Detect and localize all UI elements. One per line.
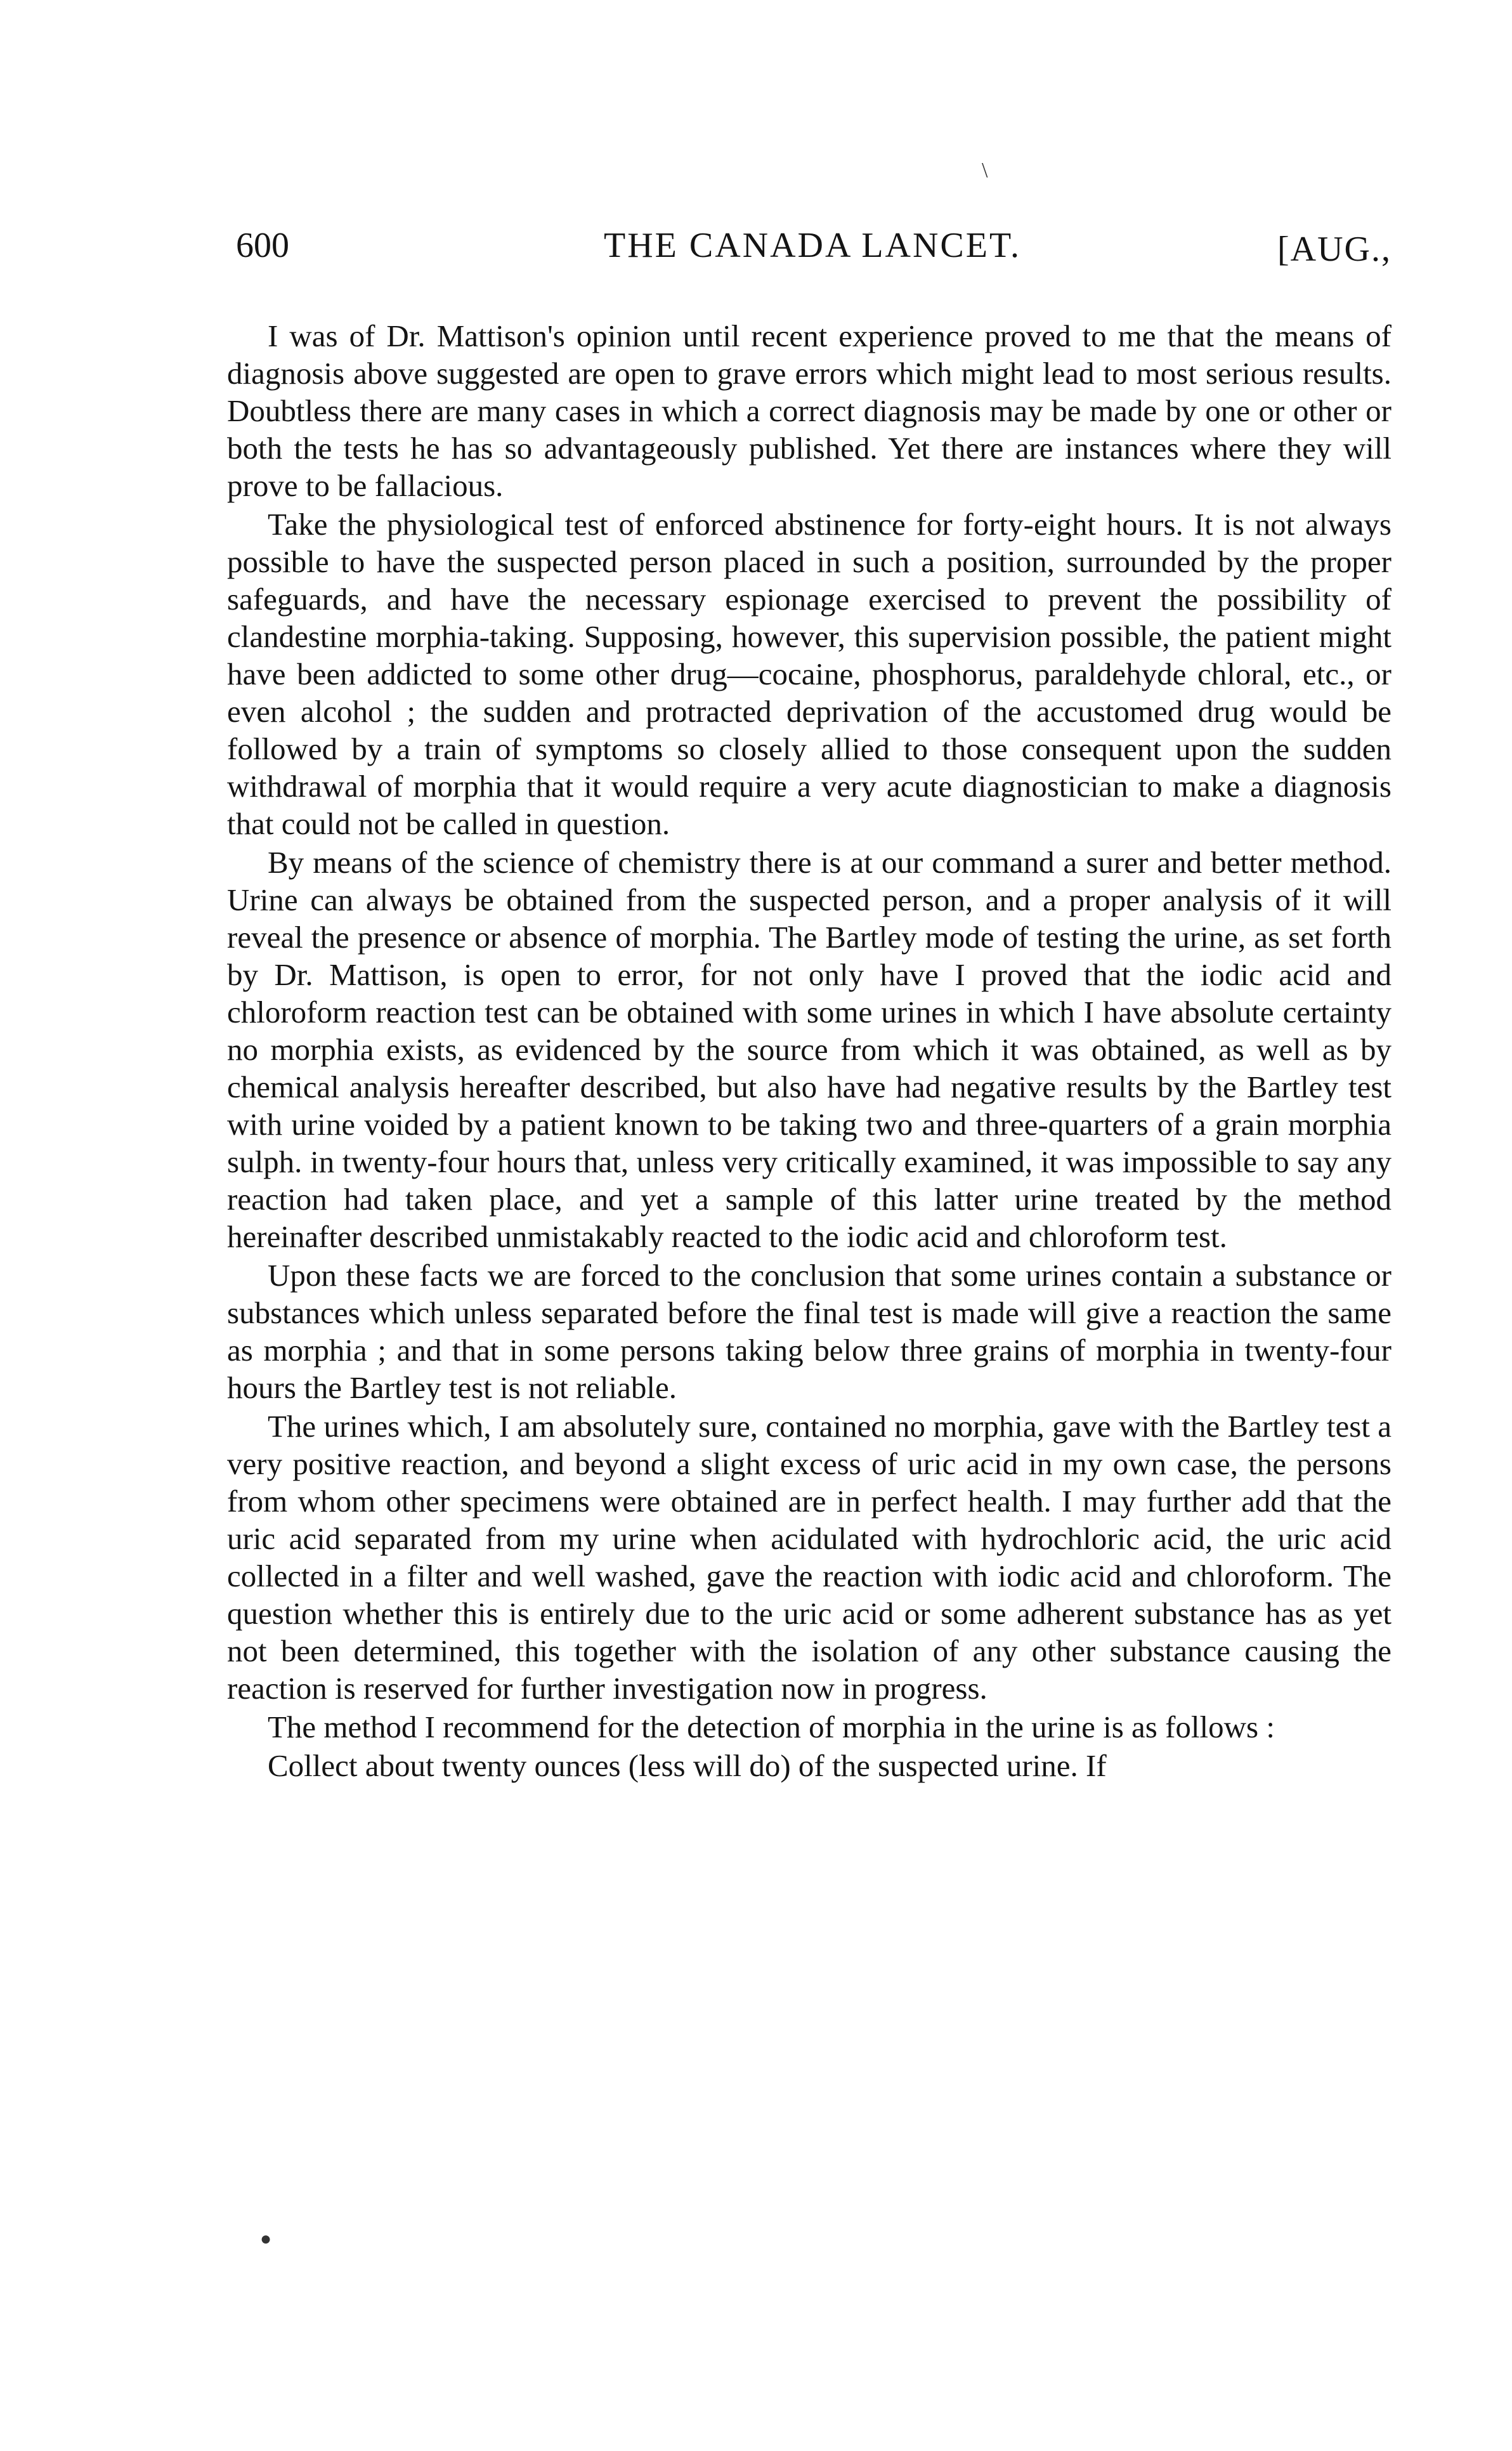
paragraph-collect: Collect about twenty ounces (less will do) of the suspected urine. If — [268, 1748, 1107, 1783]
paragraph-chemistry-method: By means of the science of chemistry there is at our command a surer and better method. Urine can always be obtained from the suspected person, and a proper analysis of it will reveal the presence or absence of morphia. The Bartley mode of testing the urine, as set forth by Dr. Mattison, is open to error, for not only have I proved that the iodic acid and chloroform reaction test can be obtained with some urines in which I have absolute certainty no morphia exists, as evidenced by the source from which it was obtained, as well as by chemical analysis hereafter described, but also have had negative results by the Bartley test with urine voided by a patient known to be taking two and three-quarters of a grain morphia sulph. in twenty-four hours that, unless very critically examined, it was impossible to say any reaction had taken place, and yet a sample of this latter urine treated by the method hereinafter described unmistakably reacted to the iodic acid and chloroform test. — [227, 845, 1391, 1254]
running-head — [236, 223, 1391, 268]
stray-mark-bottom: ● — [260, 2228, 272, 2249]
stray-mark-top: \ — [982, 159, 988, 182]
paragraph-opinion: I was of Dr. Mattison's opinion until recent experience proved to me that the means of diagnosis above suggested are open to grave errors which might lead to most serious results. Doubtless there are many cases in which a correct diagnosis may be made by one or other or both the tests he has so advantageously published. Yet there are instances where they will prove to be fallacious. — [227, 318, 1391, 503]
journal-title: THE CANADA LANCET. — [604, 226, 1022, 265]
page-number: 600 — [236, 226, 289, 265]
paragraph-urines: The urines which, I am absolutely sure, contained no morphia, gave with the Bartley test a very positive reaction, and beyond a slight excess of uric acid in my own case, the persons from whom other specimens were obtained are in perfect health. I may further add that the uric acid separated from my urine when acidulated with hydrochloric acid, the uric acid collected in a filter and well washed, gave the reaction with iodic acid and chloroform. The question whether this is entirely due to the uric acid or some adherent substance has as yet not been determined, this together with the isolation of any other substance causing the reaction is reserved for further investigation now in progress. — [227, 1409, 1391, 1706]
paragraph-conclusion: Upon these facts we are forced to the conclusion that some urines contain a substance or substances which unless separated before the final test is made will give a reaction the same as morphia ; and that in some persons taking below three grains of morphia in twenty-four hours the Bartley test is not reliable. — [227, 1258, 1391, 1405]
article-body — [227, 317, 1391, 1786]
paragraph-physiological-test: Take the physiological test of enforced abstinence for forty-eight hours. It is not always possible to have the suspected person placed in such a position, surrounded by the proper safeguards, and have the necessary espionage exercised to prevent the possibility of clandestine morphia-taking. Supposing, however, this supervision possible, the patient might have been addicted to some other drug—cocaine, phosphorus, paraldehyde chloral, etc., or even alcohol ; the sudden and protracted deprivation of the accustomed drug would be followed by a train of symptoms so closely allied to those consequent upon the sudden withdrawal of morphia that it would require a very acute diagnostician to make a diagnosis that could not be called in question. — [227, 507, 1391, 841]
paragraph-method-intro: The method I recommend for the detection of morphia in the urine is as follows : — [268, 1709, 1275, 1744]
issue-date: [AUG., — [1277, 230, 1391, 269]
